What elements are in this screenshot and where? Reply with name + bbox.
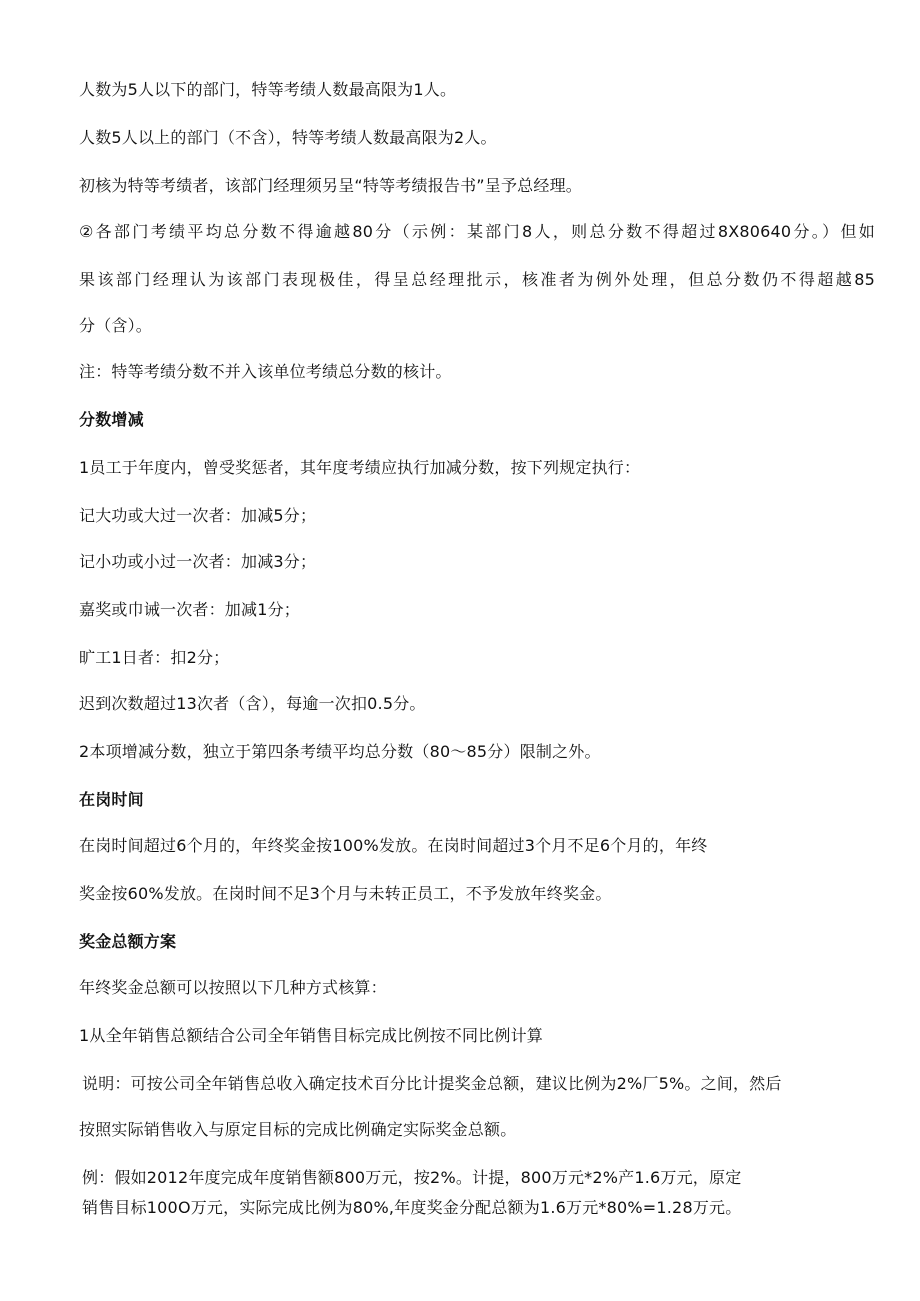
text-line-average-score-2: 果该部门经理认为该部门表现极佳，得呈总经理批示，核准者为例外处理，但总分数仍不得超越85 (79, 270, 875, 289)
section-heading-tenure: 在岗时间 (79, 790, 144, 809)
text-line-explanation-2: 按照实际销售收入与原定目标的完成比例确定实际奖金总额。 (79, 1120, 517, 1139)
text-line-average-score-1: ②各部门考绩平均总分数不得逾越80分（示例：某部门8人，则总分数不得超过8X80640分。）但如 (79, 222, 875, 241)
text-line-adjust-intro: 1员工于年度内，曾受奖惩者，其年度考绩应执行加减分数，按下列规定执行： (79, 458, 641, 477)
section-heading-bonus-plan: 奖金总额方案 (79, 932, 177, 951)
list-item-major-merit: 记大功或大过一次者：加减5分； (79, 506, 317, 525)
text-line-dept-limit-large: 人数5人以上的部门（不含），特等考绩人数最高限为2人。 (79, 128, 497, 147)
section-heading-score-adjust: 分数增减 (79, 410, 144, 429)
list-item-absence: 旷工1日者：扣2分； (79, 648, 230, 667)
text-line-example-1: 例：假如2012年度完成年度销售额800万元，按2%。计提，800万元*2%产1.6万元，原定 (82, 1168, 742, 1187)
text-line-special-report: 初核为特等考绩者，该部门经理须另呈“特等考绩报告书”呈予总经理。 (79, 176, 582, 195)
text-line-example-2: 销售目标100O万元，实际完成比例为80%,年度奖金分配总额为1.6万元*80%=1.28万元。 (82, 1198, 742, 1217)
text-line-method-1: 1从全年销售总额结合公司全年销售目标完成比例按不同比例计算 (79, 1026, 543, 1045)
text-line-note: 注：特等考绩分数不并入该单位考绩总分数的核计。 (79, 362, 452, 381)
text-line-bonus-intro: 年终奖金总额可以按照以下几种方式核算： (79, 978, 387, 997)
list-item-commendation: 嘉奖或巾诫一次者：加减1分； (79, 600, 300, 619)
text-line-tenure-1: 在岗时间超过6个月的，年终奖金按100%发放。在岗时间超过3个月不足6个月的，年终 (79, 836, 708, 855)
text-line-independent-adjust: 2本项增减分数，独立于第四条考绩平均总分数（80〜85分）限制之外。 (79, 742, 601, 761)
text-line-tenure-2: 奖金按60%发放。在岗时间不足3个月与未转正员工，不予发放年终奖金。 (79, 884, 612, 903)
list-item-lateness: 迟到次数超过13次者（含），每逾一次扣0.5分。 (79, 694, 426, 713)
text-line-explanation-1: 说明：可按公司全年销售总收入确定技术百分比计提奖金总额，建议比例为2%厂5%。之间，然后 (82, 1074, 782, 1093)
text-line-average-score-3: 分（含）。 (79, 316, 153, 335)
text-line-dept-limit-small: 人数为5人以下的部门，特等考绩人数最高限为1人。 (79, 80, 457, 99)
list-item-minor-merit: 记小功或小过一次者：加减3分； (79, 552, 317, 571)
